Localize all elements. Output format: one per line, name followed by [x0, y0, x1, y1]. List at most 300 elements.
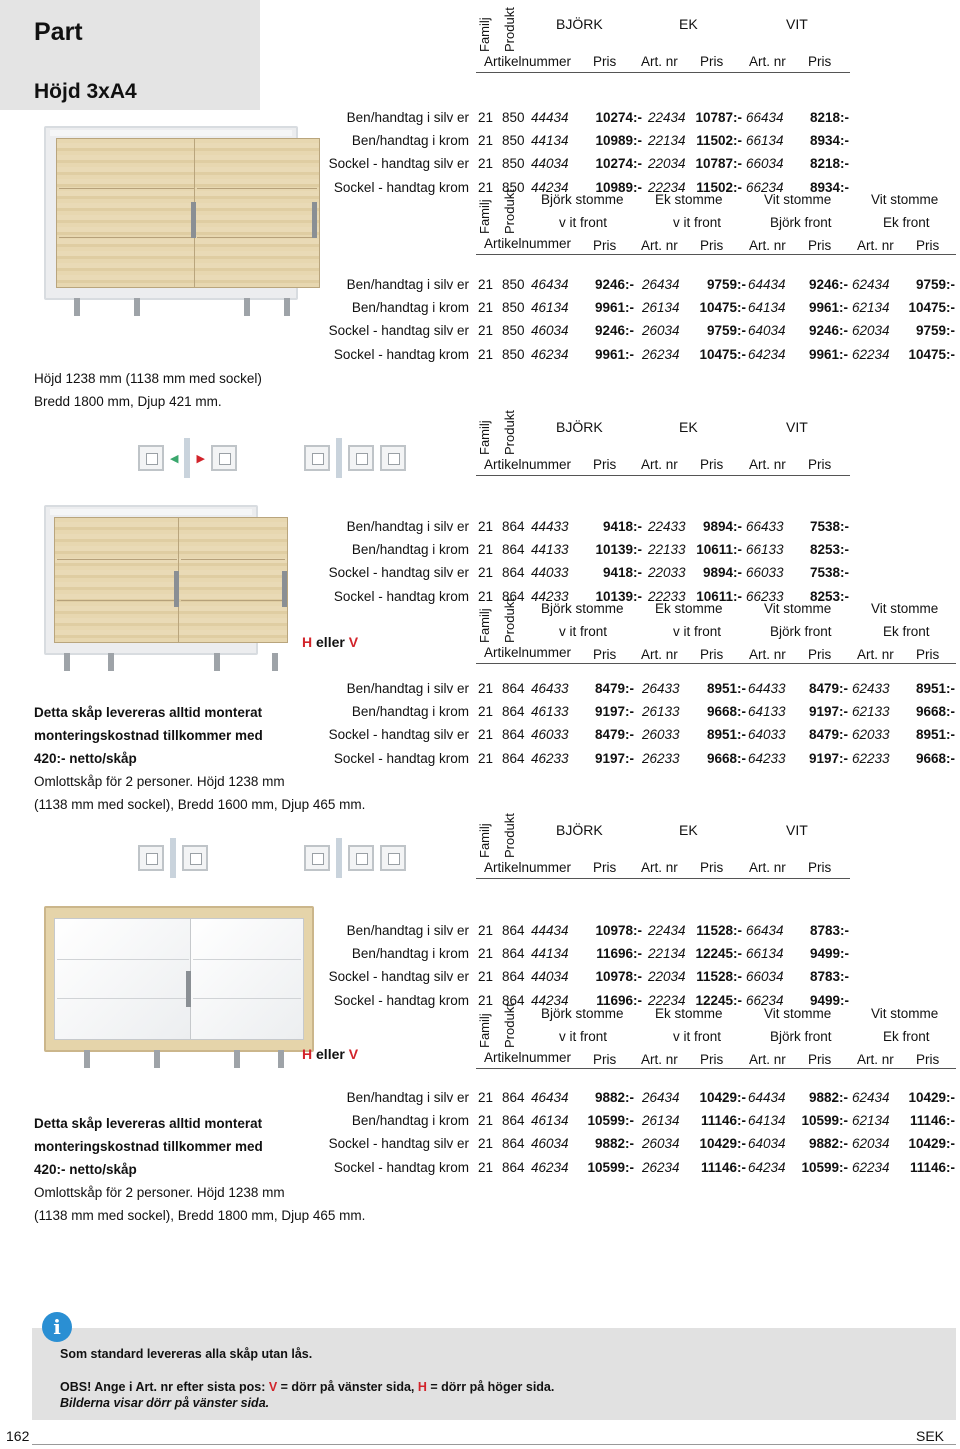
table-cell: 64434 [748, 1090, 786, 1105]
table-cell: 64433 [748, 681, 786, 696]
table-cell: 22233 [648, 588, 686, 604]
table-cell: 8253:- [809, 542, 849, 558]
pris-header: Pris [916, 1052, 940, 1067]
table-cell: 44033 [531, 565, 569, 581]
table-cell: 21 [478, 179, 494, 195]
table-cell: Ben/handtag i krom [351, 133, 469, 149]
pris-header: Pris [808, 54, 832, 69]
finish-header: Vit stomme [871, 601, 939, 616]
table-cell: Sockel - handtag silv er [328, 565, 469, 581]
finish-header: Vit stomme [764, 192, 832, 207]
table-cell: 66234 [746, 992, 784, 1008]
table-cell: 26133 [642, 704, 680, 720]
table-cell: 21 [478, 681, 494, 696]
table-cell: 21 [478, 704, 494, 720]
color-header: VIT [786, 822, 808, 838]
table-cell: 11528:- [696, 923, 742, 938]
table-cell: Ben/handtag i krom [351, 300, 469, 316]
table-cell: 8218:- [809, 156, 849, 172]
table-cell: 9418:- [602, 565, 642, 581]
table-cell: 864 [502, 1113, 525, 1129]
table-rule [476, 475, 850, 476]
table-cell: 46134 [531, 300, 569, 316]
table-cell: 62434 [852, 1090, 890, 1105]
table-cell: 9882:- [808, 1090, 848, 1105]
table-cell: 10989:- [595, 179, 642, 195]
front-header: v it front [673, 215, 722, 230]
table-cell: 9418:- [602, 519, 642, 534]
table-cell: 9197:- [594, 750, 634, 766]
table-cell: 62133 [852, 704, 890, 720]
table-cell: 46033 [531, 727, 569, 743]
table-cell: 7538:- [809, 565, 849, 581]
table-cell: 9894:- [702, 519, 742, 534]
table-cell: Sockel - handtag silv er [328, 323, 469, 339]
table-cell: 9668:- [706, 704, 746, 720]
table-cell: Sockel - handtag krom [333, 588, 469, 604]
table-cell: 26134 [642, 1113, 680, 1129]
table-cell: 22034 [648, 969, 686, 985]
table-cell: 8218:- [809, 110, 849, 125]
table-cell: 864 [502, 588, 525, 604]
table-cell: 21 [478, 1113, 494, 1129]
table-cell: 11146:- [909, 1159, 955, 1175]
pris-header: Pris [593, 54, 617, 69]
section-2-note: Detta skåp levereras alltid monterat monteringskostnad tillkommer med 420:- netto/skåp Omlottskåp för 2 personer. Höjd 1238 mm (1138 mm med sockel), Bredd 1600 mm, Djup 465 mm. [34, 705, 366, 812]
table-cell: 9759:- [915, 323, 955, 339]
table-cell: 10429:- [908, 1090, 955, 1105]
table-cell: 21 [478, 946, 494, 962]
table-cell: 10429:- [908, 1136, 955, 1152]
table-cell: 10475:- [699, 346, 746, 362]
page-subtitle: Höjd 3xA4 [34, 80, 137, 103]
table-cell: 46133 [531, 704, 569, 720]
table-cell: 26233 [642, 750, 680, 766]
table-cell: 44234 [531, 992, 569, 1008]
color-header: EK [679, 419, 698, 435]
color-header: EK [679, 16, 698, 32]
table-cell: 21 [478, 346, 494, 362]
table-cell: 9882:- [594, 1136, 634, 1152]
table-cell: 26034 [642, 323, 680, 339]
table-cell: 26433 [642, 681, 680, 696]
table-cell: 21 [478, 519, 494, 534]
familj-header: Familj [477, 1013, 492, 1048]
info-line-3: Bilderna visar dörr på vänster sida. [60, 1396, 270, 1410]
table-cell: 22134 [648, 133, 686, 149]
table-cell: Sockel - handtag silv er [328, 1136, 469, 1152]
table-cell: 10978:- [595, 923, 642, 938]
table-cell: 46434 [531, 277, 569, 292]
table-cell: Ben/handtag i silv er [346, 923, 469, 938]
cabinet-image-2 [44, 505, 258, 671]
door-diagram [304, 838, 406, 878]
table-cell: 11528:- [696, 969, 742, 985]
table-cell: 864 [502, 704, 525, 720]
table-cell: Sockel - handtag silv er [328, 969, 469, 985]
artikelnummer-header: Artikelnummer [484, 457, 572, 472]
table-cell: 9668:- [706, 750, 746, 766]
info-line-2: OBS! Ange i Art. nr efter sista pos: V = dörr på vänster sida, H = dörr på höger sida. [60, 1380, 555, 1394]
currency-label: SEK [915, 1428, 944, 1444]
table-cell: Ben/handtag i silv er [346, 277, 469, 292]
table-cell: 11146:- [700, 1113, 746, 1129]
table-cell: 10139:- [595, 542, 642, 558]
table-cell: 44034 [531, 156, 569, 172]
table-cell: 62134 [852, 300, 890, 316]
art-nr-header: Art. nr [749, 1052, 786, 1067]
table-cell: 10989:- [595, 133, 642, 149]
table-cell: 850 [502, 300, 525, 316]
pris-header: Pris [593, 1052, 617, 1067]
table-cell: 864 [502, 750, 525, 766]
table-cell: 12245:- [695, 992, 742, 1008]
table-cell: 10429:- [699, 1090, 746, 1105]
table-cell: 8783:- [809, 923, 849, 938]
table-cell: 8479:- [594, 681, 634, 696]
table-cell: 62134 [852, 1113, 890, 1129]
finish-header: Björk stomme [541, 192, 624, 207]
section-3-note: Detta skåp levereras alltid monterat monteringskostnad tillkommer med 420:- netto/skåp Omlottskåp för 2 personer. Höjd 1238 mm (1138 mm med sockel), Bredd 1800 mm, Djup 465 mm. [34, 1116, 366, 1223]
table-cell: 864 [502, 923, 525, 938]
table-cell: 864 [502, 946, 525, 962]
table-cell: 44034 [531, 969, 569, 985]
table-cell: 11146:- [700, 1159, 746, 1175]
table-cell: 8951:- [706, 727, 746, 743]
table-cell: 850 [502, 277, 525, 292]
pris-header: Pris [700, 647, 724, 662]
table-cell: 22234 [648, 992, 686, 1008]
table-cell: 44434 [531, 110, 569, 125]
table-cell: 9882:- [808, 1136, 848, 1152]
front-header: Ek front [883, 624, 930, 639]
table-cell: 62433 [852, 681, 890, 696]
table-cell: 864 [502, 727, 525, 743]
table-cell: 66434 [746, 110, 784, 125]
color-header: BJÖRK [556, 16, 603, 32]
table-cell: 66134 [746, 946, 784, 962]
table-cell: 10599:- [587, 1113, 634, 1129]
art-nr-header: Art. nr [857, 1052, 894, 1067]
page-title: Part [34, 18, 83, 46]
table-cell: Sockel - handtag krom [333, 346, 469, 362]
art-nr-header: Art. nr [641, 54, 678, 69]
table-cell: 9759:- [706, 277, 746, 292]
table-cell: 26234 [642, 1159, 680, 1175]
table-cell: 864 [502, 542, 525, 558]
produkt-header: Produkt [502, 7, 517, 52]
table-cell: 44434 [531, 923, 569, 938]
finish-header: Björk stomme [541, 1006, 624, 1021]
table-cell: 21 [478, 992, 494, 1008]
door-diagram [304, 438, 406, 478]
art-nr-header: Art. nr [857, 238, 894, 253]
pris-header: Pris [700, 1052, 724, 1067]
table-cell: 12245:- [695, 946, 742, 962]
art-nr-header: Art. nr [641, 1052, 678, 1067]
h-eller-v-label: H eller V [302, 1046, 359, 1062]
produkt-header: Produkt [502, 813, 517, 858]
table-cell: 21 [478, 133, 494, 149]
table-cell: 10475:- [908, 346, 955, 362]
pris-header: Pris [916, 238, 940, 253]
table-cell: 46233 [531, 750, 569, 766]
table-cell: 21 [478, 110, 494, 125]
art-nr-header: Art. nr [749, 238, 786, 253]
table-cell: 8951:- [915, 727, 955, 743]
artikelnummer-header: Artikelnummer [484, 1050, 572, 1065]
table-cell: 9246:- [808, 323, 848, 339]
front-header: v it front [559, 624, 608, 639]
info-line-1: Som standard levereras alla skåp utan lås. [60, 1347, 313, 1361]
table-cell: 864 [502, 969, 525, 985]
finish-header: Ek stomme [655, 192, 723, 207]
pris-header: Pris [700, 238, 724, 253]
table-cell: 66034 [746, 156, 784, 172]
artikelnummer-header: Artikelnummer [484, 860, 572, 875]
table-cell: 10978:- [595, 969, 642, 985]
pris-header: Pris [808, 1052, 832, 1067]
color-header: BJÖRK [556, 822, 603, 838]
art-nr-header: Art. nr [641, 647, 678, 662]
art-nr-header: Art. nr [641, 860, 678, 875]
table-cell: 21 [478, 277, 494, 292]
table-cell: 46134 [531, 1113, 569, 1129]
table-cell: 10599:- [801, 1159, 848, 1175]
table-cell: 66233 [746, 588, 784, 604]
table-cell: 62033 [852, 727, 890, 743]
table-cell: 10611:- [696, 542, 742, 558]
table-rule [476, 254, 956, 255]
pris-header: Pris [700, 457, 724, 472]
front-header: Ek front [883, 215, 930, 230]
table-rule [476, 72, 850, 73]
front-header: v it front [559, 1029, 608, 1044]
finish-header: Vit stomme [871, 1006, 939, 1021]
table-cell: 62034 [852, 323, 890, 339]
table-cell: Sockel - handtag silv er [328, 156, 469, 172]
table-cell: 44134 [531, 946, 569, 962]
table-cell: 21 [478, 588, 494, 604]
h-eller-v-label: H eller V [302, 634, 359, 650]
table-cell: 26234 [642, 346, 680, 362]
door-diagram: ◀ ▶ [138, 438, 237, 478]
table-cell: 10475:- [699, 300, 746, 316]
table-cell: 10787:- [695, 110, 742, 125]
table-cell: 21 [478, 727, 494, 743]
table-cell: 21 [478, 323, 494, 339]
table-cell: 21 [478, 750, 494, 766]
table-cell: 64233 [748, 750, 786, 766]
table-cell: 8934:- [809, 179, 849, 195]
table-cell: 850 [502, 323, 525, 339]
table-cell: 44134 [531, 133, 569, 149]
produkt-header: Produkt [502, 598, 517, 643]
color-header: VIT [786, 419, 808, 435]
table-cell: 850 [502, 133, 525, 149]
table-cell: 64234 [748, 346, 786, 362]
table-cell: 62233 [852, 750, 890, 766]
table-cell: 8479:- [808, 681, 848, 696]
finish-header: Vit stomme [764, 601, 832, 616]
pris-header: Pris [593, 647, 617, 662]
table-cell: 64133 [748, 704, 786, 720]
table-cell: 64134 [748, 300, 786, 316]
art-nr-header: Art. nr [749, 54, 786, 69]
table-cell: 9499:- [809, 992, 849, 1008]
pris-header: Pris [808, 457, 832, 472]
pris-header: Pris [808, 238, 832, 253]
front-header: Björk front [770, 215, 832, 230]
table-cell: 44233 [531, 588, 569, 604]
table-cell: 21 [478, 156, 494, 172]
table-cell: 21 [478, 1159, 494, 1175]
table-cell: 10274:- [595, 110, 642, 125]
table-cell: 26033 [642, 727, 680, 743]
table-cell: 26034 [642, 1136, 680, 1152]
table-cell: 44133 [531, 542, 569, 558]
table-cell: 10599:- [801, 1113, 848, 1129]
produkt-header: Produkt [502, 1003, 517, 1048]
table-cell: 64034 [748, 323, 786, 339]
finish-header: Vit stomme [871, 192, 939, 207]
table-cell: Ben/handtag i krom [351, 1113, 469, 1129]
produkt-header: Produkt [502, 189, 517, 234]
table-cell: 26434 [642, 1090, 680, 1105]
table-cell: 66133 [746, 542, 784, 558]
table-cell: 10429:- [699, 1136, 746, 1152]
table-cell: 44234 [531, 179, 569, 195]
table-cell: Ben/handtag i silv er [346, 681, 469, 696]
table-cell: 9197:- [808, 704, 848, 720]
table-cell: 864 [502, 565, 525, 581]
table-cell: 9246:- [594, 323, 634, 339]
table-cell: Ben/handtag i silv er [346, 110, 469, 125]
table-cell: 22133 [648, 542, 686, 558]
table-cell: 64034 [748, 1136, 786, 1152]
table-cell: 9882:- [594, 1090, 634, 1105]
finish-header: Ek stomme [655, 601, 723, 616]
art-nr-header: Art. nr [857, 647, 894, 662]
table-cell: 11146:- [909, 1113, 955, 1129]
front-header: Björk front [770, 1029, 832, 1044]
table-cell: 8934:- [809, 133, 849, 149]
table-cell: Sockel - handtag krom [333, 750, 469, 766]
table-cell: 8951:- [915, 681, 955, 696]
finish-header: Ek stomme [655, 1006, 723, 1021]
pris-header: Pris [916, 647, 940, 662]
table-cell: 21 [478, 300, 494, 316]
table-cell: Sockel - handtag silv er [328, 727, 469, 743]
table-cell: 11696:- [596, 992, 642, 1008]
table-cell: 9246:- [594, 277, 634, 292]
pris-header: Pris [808, 647, 832, 662]
table-cell: 10139:- [595, 588, 642, 604]
table-cell: 8951:- [706, 681, 746, 696]
table-cell: 66034 [746, 969, 784, 985]
table-cell: 9668:- [915, 750, 955, 766]
front-header: v it front [673, 1029, 722, 1044]
familj-header: Familj [477, 608, 492, 643]
table-cell: 864 [502, 1159, 525, 1175]
table-cell: 62234 [852, 346, 890, 362]
table-cell: 66434 [746, 923, 784, 938]
table-cell: 46034 [531, 323, 569, 339]
table-cell: 64134 [748, 1113, 786, 1129]
artikelnummer-header: Artikelnummer [484, 54, 572, 69]
table-cell: 22034 [648, 156, 686, 172]
table-cell: 22434 [648, 110, 686, 125]
table-cell: 9961:- [594, 300, 634, 316]
table-cell: 864 [502, 681, 525, 696]
familj-header: Familj [477, 17, 492, 52]
table-cell: 66433 [746, 519, 784, 534]
color-header: EK [679, 822, 698, 838]
table-cell: 46434 [531, 1090, 569, 1105]
table-cell: 9197:- [808, 750, 848, 766]
table-cell: 11696:- [596, 946, 642, 962]
table-cell: 850 [502, 179, 525, 195]
table-cell: 46234 [531, 346, 569, 362]
produkt-header: Produkt [502, 410, 517, 455]
front-header: Björk front [770, 624, 832, 639]
finish-header: Björk stomme [541, 601, 624, 616]
table-cell: 9894:- [702, 565, 742, 581]
familj-header: Familj [477, 823, 492, 858]
table-cell: 864 [502, 519, 525, 534]
info-icon: i [42, 1312, 72, 1342]
table-cell: 10475:- [908, 300, 955, 316]
table-cell: 9961:- [808, 346, 848, 362]
table-cell: 64234 [748, 1159, 786, 1175]
table-cell: 22234 [648, 179, 686, 195]
table-cell: 26434 [642, 277, 680, 292]
table-cell: Ben/handtag i krom [351, 542, 469, 558]
table-cell: 9668:- [915, 704, 955, 720]
table-cell: 64033 [748, 727, 786, 743]
table-cell: 8479:- [808, 727, 848, 743]
front-header: Ek front [883, 1029, 930, 1044]
table-cell: 21 [478, 969, 494, 985]
table-cell: 22433 [648, 519, 686, 534]
table-rule [476, 1068, 956, 1069]
front-header: v it front [673, 624, 722, 639]
table-cell: 7538:- [809, 519, 849, 534]
artikelnummer-header: Artikelnummer [484, 236, 572, 251]
table-cell: 62234 [852, 1159, 890, 1175]
pris-header: Pris [700, 860, 724, 875]
table-cell: 22434 [648, 923, 686, 938]
finish-header: Vit stomme [764, 1006, 832, 1021]
door-diagram [138, 838, 208, 878]
table-rule [476, 878, 850, 879]
front-header: v it front [559, 215, 608, 230]
pris-header: Pris [700, 54, 724, 69]
color-header: BJÖRK [556, 419, 603, 435]
table-cell: 64434 [748, 277, 786, 292]
table-cell: 850 [502, 346, 525, 362]
table-cell: 864 [502, 1090, 525, 1105]
table-cell: 10611:- [696, 588, 742, 604]
table-cell: 21 [478, 1136, 494, 1152]
table-cell: 21 [478, 923, 494, 938]
table-cell: Ben/handtag i silv er [346, 519, 469, 534]
table-cell: 10599:- [587, 1159, 634, 1175]
table-cell: 46234 [531, 1159, 569, 1175]
table-cell: 9759:- [915, 277, 955, 292]
table-cell: 44433 [531, 519, 569, 534]
table-cell: 9961:- [808, 300, 848, 316]
